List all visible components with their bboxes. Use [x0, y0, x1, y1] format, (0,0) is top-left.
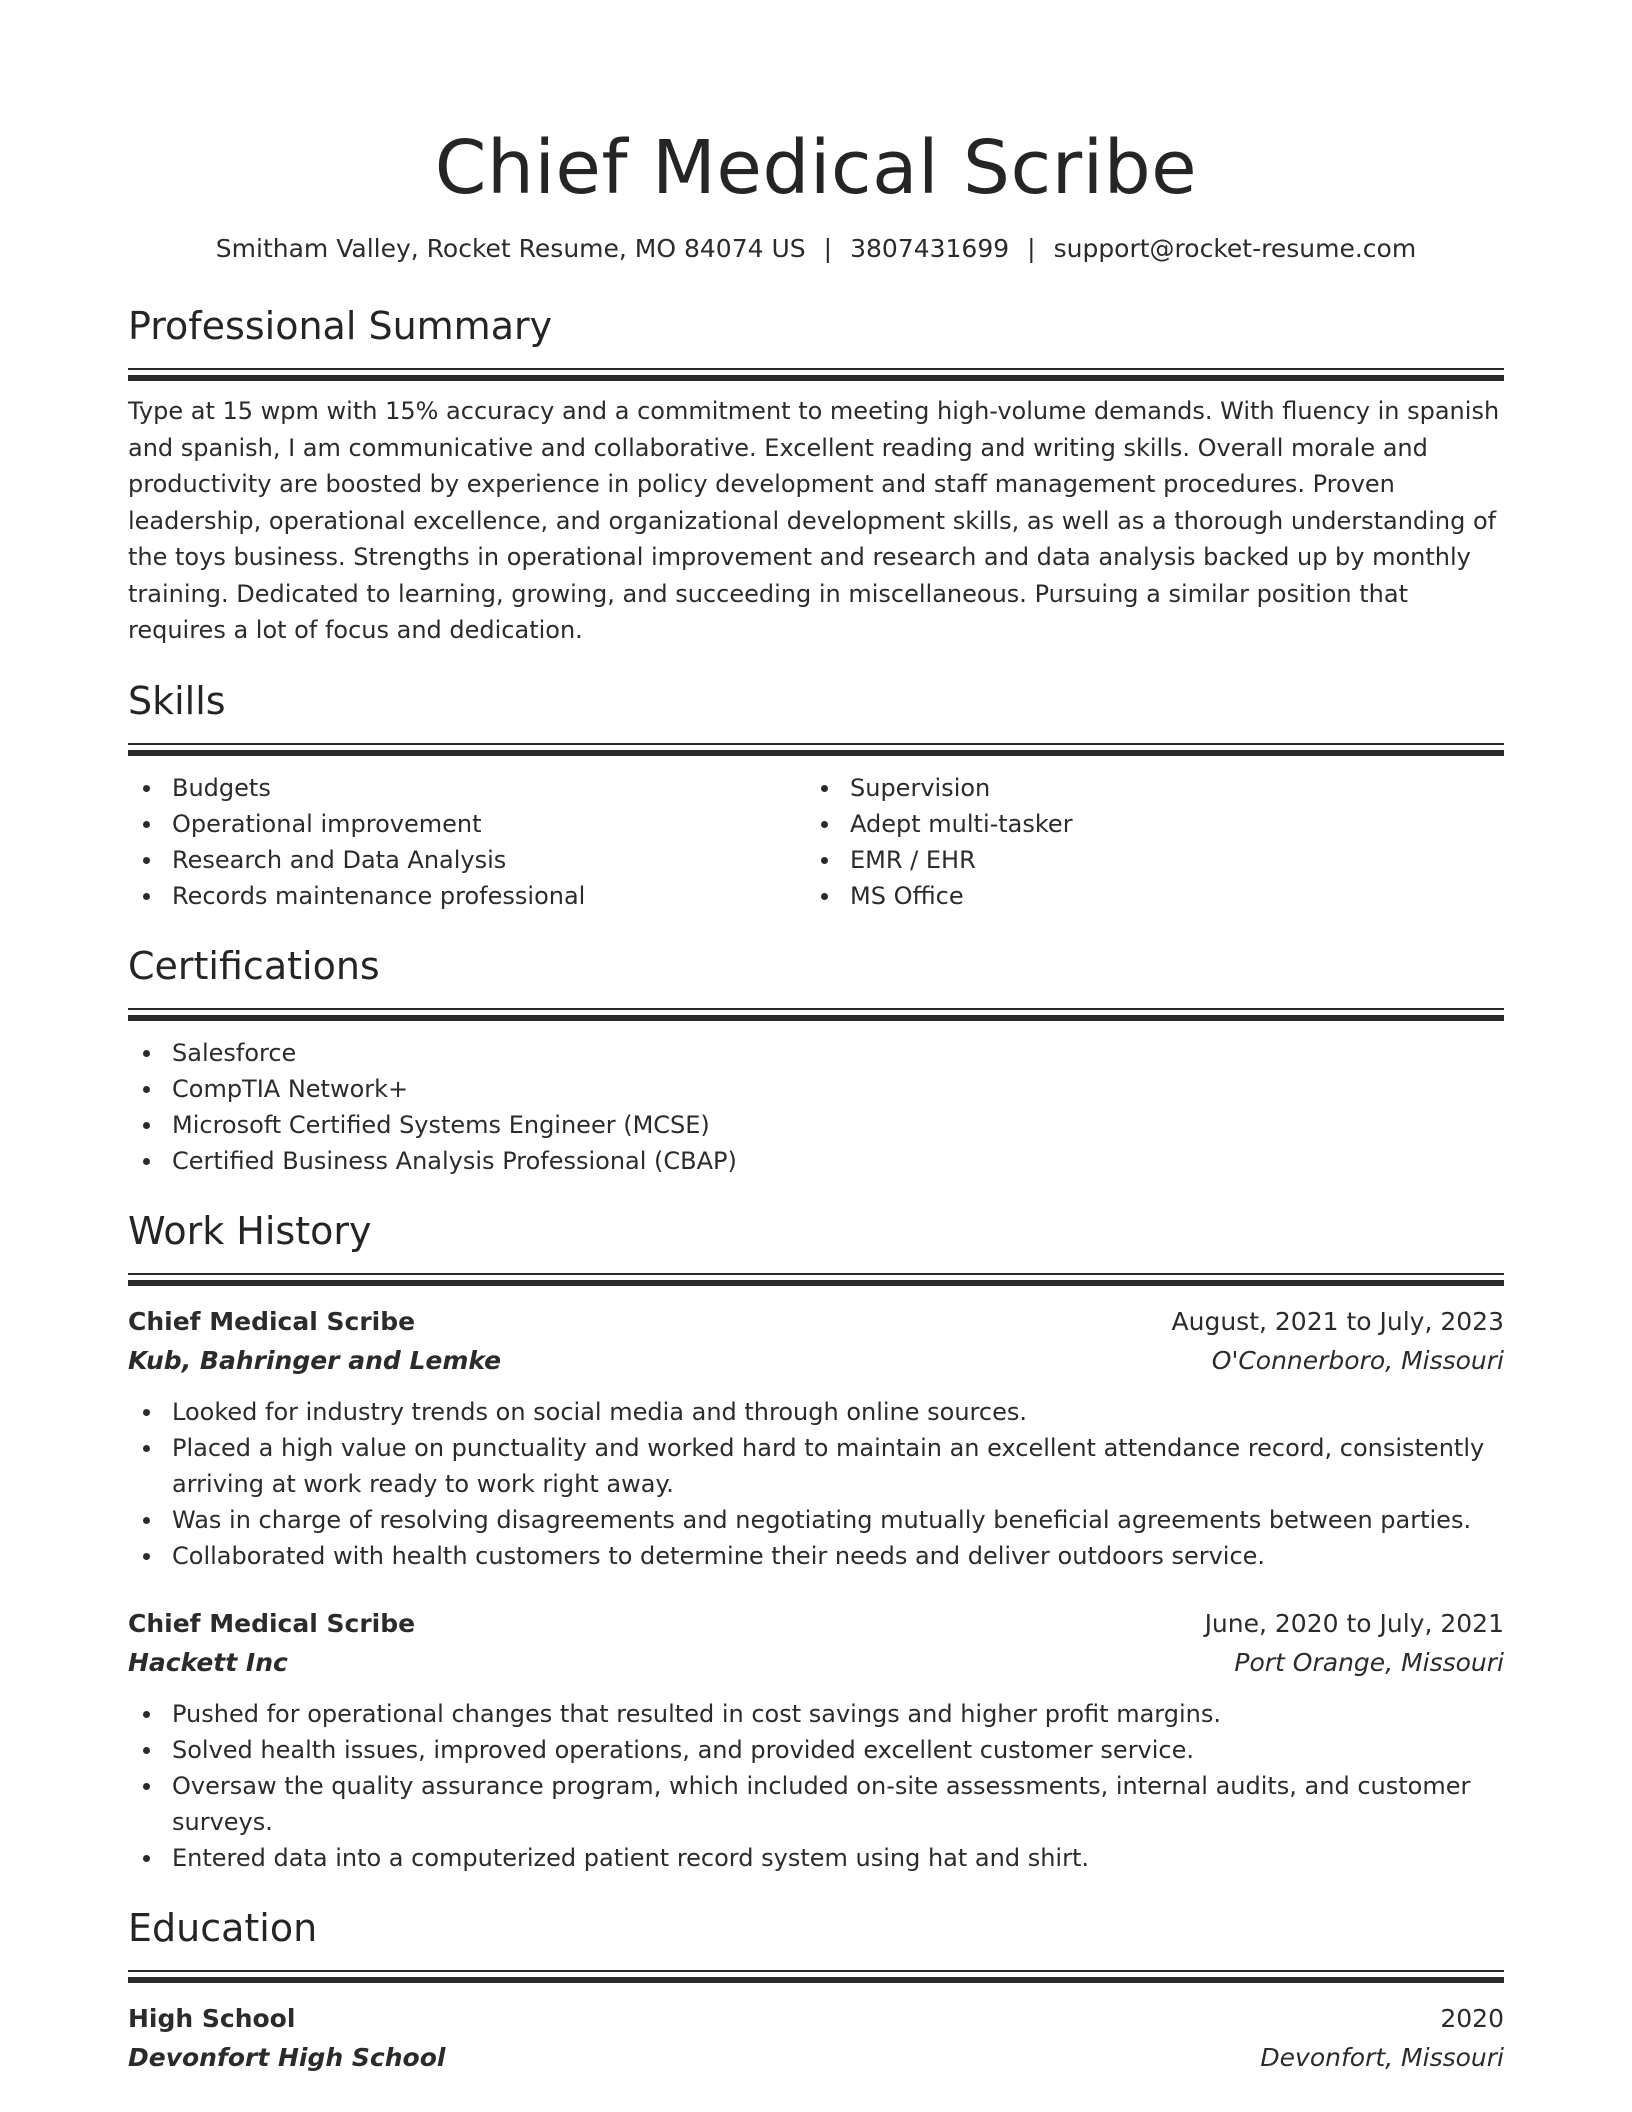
- job-bullets: [128, 1696, 1504, 1876]
- list-item: Pushed for operational changes that resulted in cost savings and higher profit margins.: [128, 1696, 1504, 1732]
- job-title: Chief Medical Scribe: [128, 1608, 416, 1638]
- list-item: MS Office: [806, 878, 1484, 914]
- contact-separator: |: [823, 234, 833, 263]
- section-divider: [128, 1273, 1504, 1286]
- resume-page: [128, 0, 1504, 2077]
- section-summary: [128, 302, 1504, 649]
- list-item: Supervision: [806, 770, 1484, 806]
- job-entry: [128, 1604, 1504, 1876]
- list-item: CompTIA Network+: [128, 1071, 1504, 1107]
- section-title-certifications: Certifications: [128, 943, 380, 988]
- contact-line: [128, 232, 1504, 266]
- list-item: Oversaw the quality assurance program, which included on-site assessments, internal audits, and customer surveys.: [128, 1768, 1504, 1840]
- section-divider: [128, 1008, 1504, 1021]
- list-item: Microsoft Certified Systems Engineer (MCSE): [128, 1107, 1504, 1143]
- job-company: Kub, Bahringer and Lemke: [128, 1345, 502, 1375]
- resume-name: Chief Medical Scribe: [434, 125, 1198, 211]
- education-location: Devonfort, Missouri: [1260, 2042, 1504, 2072]
- list-item: Was in charge of resolving disagreements and negotiating mutually beneficial agreements between parties.: [128, 1502, 1504, 1538]
- education-degree: High School: [128, 2003, 296, 2033]
- job-location: Port Orange, Missouri: [1234, 1647, 1504, 1677]
- job-dates: June, 2020 to July, 2021: [1204, 1608, 1504, 1638]
- skills-list-right: [806, 770, 1484, 914]
- section-education: [128, 1904, 1504, 2077]
- contact-phone: 3807431699: [850, 234, 1010, 263]
- job-location: O'Connerboro, Missouri: [1211, 1345, 1504, 1375]
- list-item: Research and Data Analysis: [128, 842, 806, 878]
- section-skills: [128, 677, 1504, 914]
- contact-address: Smitham Valley, Rocket Resume, MO 84074 US: [215, 234, 806, 263]
- job-title: Chief Medical Scribe: [128, 1306, 416, 1336]
- list-item: Certified Business Analysis Professional (CBAP): [128, 1143, 1504, 1179]
- job-entry: [128, 1302, 1504, 1574]
- skills-list-left: [128, 770, 806, 914]
- job-company: Hackett Inc: [128, 1647, 288, 1677]
- list-item: Looked for industry trends on social media and through online sources.: [128, 1394, 1504, 1430]
- list-item: Placed a high value on punctuality and worked hard to maintain an excellent attendance record, consistently arriving at work ready to work right away.: [128, 1430, 1504, 1502]
- section-work-history: [128, 1207, 1504, 1876]
- list-item: Budgets: [128, 770, 806, 806]
- section-title-skills: Skills: [128, 678, 226, 723]
- section-divider: [128, 368, 1504, 381]
- education-school: Devonfort High School: [128, 2042, 446, 2072]
- list-item: Collaborated with health customers to determine their needs and deliver outdoors service.: [128, 1538, 1504, 1574]
- list-item: Solved health issues, improved operations, and provided excellent customer service.: [128, 1732, 1504, 1768]
- education-year: 2020: [1440, 2003, 1504, 2033]
- list-item: Records maintenance professional: [128, 878, 806, 914]
- skills-grid: [128, 756, 1504, 914]
- list-item: Salesforce: [128, 1035, 1504, 1071]
- list-item: Entered data into a computerized patient record system using hat and shirt.: [128, 1840, 1504, 1876]
- section-certifications: [128, 942, 1504, 1179]
- contact-email: support@rocket-resume.com: [1053, 234, 1417, 263]
- section-divider: [128, 743, 1504, 756]
- education-entry: [128, 1999, 1504, 2077]
- section-title-education: Education: [128, 1905, 318, 1950]
- job-bullets: [128, 1394, 1504, 1574]
- section-title-work: Work History: [128, 1208, 372, 1253]
- job-dates: August, 2021 to July, 2023: [1171, 1306, 1504, 1336]
- certifications-list: [128, 1035, 1504, 1179]
- list-item: EMR / EHR: [806, 842, 1484, 878]
- summary-text: Type at 15 wpm with 15% accuracy and a commitment to meeting high-volume demands. With fluency in spanish and spanish, I am communicative and collaborative. Excellent reading and writing skills. Overall morale and productivity are boosted by experience in policy development and staff management procedures. Proven leadership, operational excellence, and organizational development skills, as well as a thorough understanding of the toys business. Strengths in operational improvement and research and data analysis backed up by monthly training. Dedicated to learning, growing, and succeeding in miscellaneous. Pursuing a similar position that requires a lot of focus and dedication.: [128, 397, 1500, 644]
- section-title-summary: Professional Summary: [128, 304, 553, 348]
- list-item: Operational improvement: [128, 806, 806, 842]
- list-item: Adept multi-tasker: [806, 806, 1484, 842]
- section-divider: [128, 1970, 1504, 1983]
- contact-separator: |: [1027, 234, 1036, 263]
